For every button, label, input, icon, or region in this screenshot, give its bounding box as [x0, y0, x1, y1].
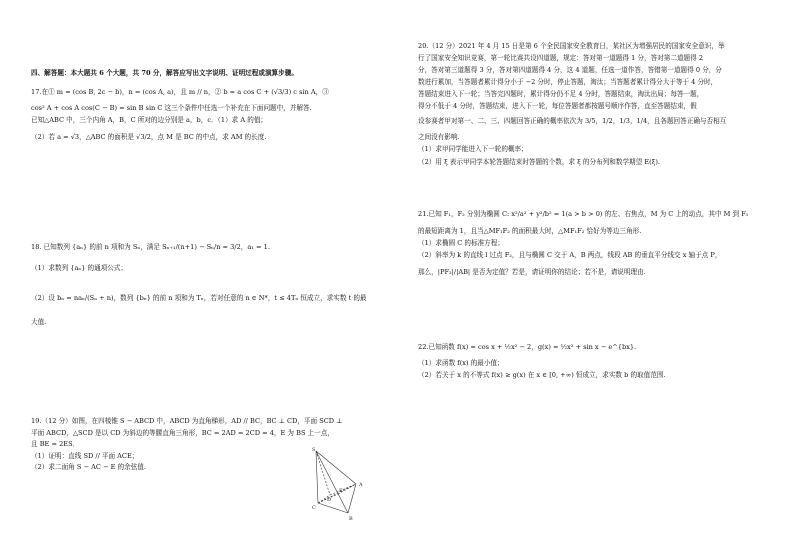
- q20-line-3: 分，答对第三道题得 3 分，答对第四道题得 4 分，这 4 道题，任选一道作答，答错第一道题得 0 分，分: [418, 66, 722, 74]
- q17-line-1: 17.在① m = (cos B, 2c − b)，n = (cos A, a)，且 m // n，② b = a cos C + (√3/3) c sin A，③: [31, 88, 329, 96]
- q21-line-2: 的最短距离为 1，且当△MF₁F₂ 的面积最大时，△MF₁F₂ 恰好为等边三角形.: [418, 227, 642, 235]
- q21-line-3: （1）求椭圆 C 的标准方程；: [418, 239, 504, 247]
- q21-line-4: （2）斜率为 k 的直线 l 过点 F₂，且与椭圆 C 交于 A，B 两点，线段 AB 的垂直平分线交 x 轴于点 P，: [418, 251, 722, 259]
- q18-line-2: （1）求数列 {aₙ} 的通项公式；: [31, 264, 128, 272]
- q18-line-3: （2）设 bₙ = naₙ/(Sₙ + n)，数列 {bₙ} 的前 n 项和为 Tₙ，若对任意的 n ∈ N*，t ≤ 4Tₙ 恒成立，求实数 t 的最: [31, 294, 367, 302]
- q20-line-8: 之间没有影响.: [418, 133, 460, 141]
- q21-line-5: 那么，|PF₂|/|AB| 是否为定值？若是，请证明你的结论；若不是，请说明理由.: [418, 268, 646, 276]
- q17-line-4: （2）若 a = √3，△ABC 的面积是 √3/2，点 M 是 BC 的中点，求 AM 的长度.: [31, 133, 267, 141]
- label-S: S: [312, 447, 316, 453]
- q20-line-10: （2）用 ξ 表示甲同学本轮答题结束时答题的个数，求 ξ 的分布列和数学期望 E(ξ).: [418, 158, 661, 166]
- q20-line-1: 20.（12 分）2021 年 4 月 15 日是第 6 个全民国家安全教育日，某社区为增强居民的国家安全意识，举: [418, 42, 725, 50]
- q20-line-9: （1）求甲同学能进入下一轮的概率；: [418, 145, 528, 153]
- q20-line-6: 得分不低于 4 分时，答题结束，进入下一轮，每位答题者都按题号顺序作答，直至答题结束，假: [418, 102, 697, 110]
- label-D: D: [327, 497, 332, 503]
- edge-SC: [316, 451, 318, 503]
- label-A: A: [359, 482, 363, 488]
- section-header: 四、解答题：本大题共 6 个大题，共 70 分，解答应写出文字说明、证明过程或演算步骤。: [31, 69, 298, 77]
- q20-line-5: 答题结束进入下一轮；当答完四题时，累计得分仍不足 4 分时，答题结束，淘汰出局；每答一题，: [418, 90, 704, 98]
- q18-line-4: 大值.: [31, 318, 47, 326]
- label-C: C: [312, 505, 316, 511]
- label-E: E: [339, 488, 343, 494]
- q22-line-2: （1）求函数 f(x) 的最小值；: [418, 359, 504, 367]
- q21-line-1: 21.已知 F₁，F₂ 分别为椭圆 C: x²/a² + y²/b² = 1(a > b > 0) 的左、右焦点，M 为 C 上的动点，其中 M 到 F₁: [418, 210, 749, 218]
- q19-line-4: （1）证明：直线 SD // 平面 ACE；: [31, 452, 139, 460]
- q20-line-7: 设参赛者甲对第一、二、三、四题回答正确的概率依次为 3/5，1/2，1/3，1/4，且各题回答正确与否相互: [418, 117, 727, 125]
- q19-line-3: 且 BE = 2ES．: [31, 440, 80, 448]
- edge-SA: [316, 451, 356, 484]
- q19-line-5: （2）求二面角 S − AC − E 的余弦值.: [31, 463, 146, 471]
- label-B: B: [349, 516, 353, 522]
- edge-SD: [316, 451, 330, 495]
- q20-line-4: 数进行累加，当答题者累计得分小于 −2 分时，停止答题，淘汰；当答题者累计得分大于等于 4 分时，: [418, 78, 718, 86]
- edge-BA: [348, 484, 356, 513]
- q22-line-1: 22.已知函数 f(x) = cos x + ½x² − 2，g(x) = ½x² + sin x − e^{bx}.: [418, 343, 637, 351]
- pyramid-figure: [308, 445, 368, 523]
- q19-line-1: 19.（12 分）如图，在四棱锥 S − ABCD 中，ABCD 为直角梯形，AD // BC，BC ⊥ CD，平面 SCD ⊥: [31, 417, 343, 425]
- q17-line-2: cos² A + cos A cos(C − B) = sin B sin C 这三个条件中任选一个补充在下面问题中，并解答.: [31, 104, 312, 112]
- q22-line-3: （2）若关于 x 的不等式 f(x) ≥ g(x) 在 x ∈ [0, +∞) 恒成立，求实数 b 的取值范围.: [418, 371, 666, 379]
- right-column: [397, 0, 794, 550]
- q18-line-1: 18. 已知数列 {aₙ} 的前 n 项和为 Sₙ，满足 Sₙ₊₁/(n+1) − Sₙ/n = 3/2，a₁ = 1.: [31, 243, 270, 251]
- q17-line-3: 已知△ABC 中，三个内角 A，B，C 所对的边分别是 a，b，c．（1）求 A 的值；: [31, 116, 268, 124]
- q19-line-2: 平面 ABCD，△SCD 是以 CD 为斜边的等腰直角三角形，BC = 2AD = 2CD = 4，E 为 BS 上一点，: [31, 429, 334, 437]
- q20-line-2: 行了国家安全知识竞赛，第一轮比赛共设四道题，规定：答对第一道题得 1 分，答对第二道题得 2: [418, 54, 704, 62]
